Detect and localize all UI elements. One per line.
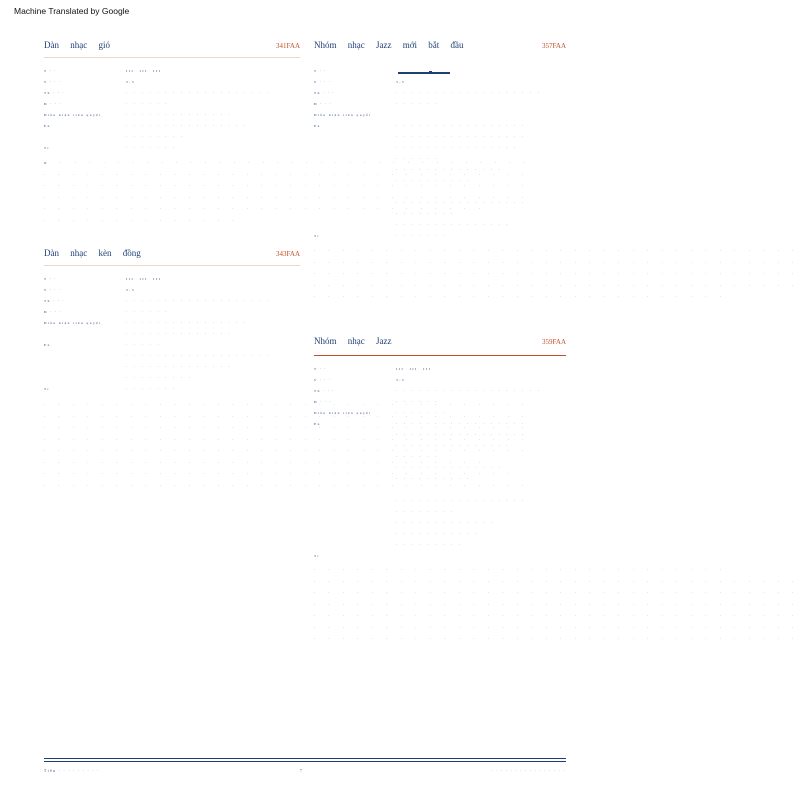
description-line: ∙ ∙ ∙ ∙ ∙ ∙ ∙ ∙ ∙ ∙ ∙ ∙ ∙ ∙ ∙ ∙ ∙ ∙ ∙ ∙ ∙ ∙ ∙ ∙ ∙ ∙ ∙ ∙ ∙ ∙ ∙ ∙ ∙ ∙ bbox=[44, 195, 526, 200]
info-value: ∙ ∙ ∙ ∙ ∙ ∙ bbox=[126, 310, 168, 314]
info-value: ∙ ∙ ∙ ∙ ∙ ∙ ∙ ∙ bbox=[126, 135, 184, 139]
info-value: ∙ ∙ ∙ ∙ ∙ ∙ bbox=[396, 400, 438, 404]
info-value: ∙ ∙ ∙ ∙ ∙ ∙ ∙ ∙ ∙ ∙ ∙ ∙ ∙ ∙ ∙ ∙ ∙ ∙ ∙ bbox=[126, 354, 271, 358]
info-value: ∙ ∙ ∙ ∙ ∙ ∙ ∙ ∙ ∙ bbox=[396, 543, 462, 547]
course-code: 341FAA bbox=[276, 42, 300, 50]
course-header bbox=[44, 40, 300, 60]
info-label: Th ∙ ∙ ∙ bbox=[314, 389, 335, 393]
info-label: Tr bbox=[314, 234, 321, 238]
header-rule bbox=[44, 57, 300, 58]
info-value: ∙ ∙ ∙ ∙ ∙ ∙ ∙ ∙ ∙ ∙ ∙ ∙ ∙ ∙ bbox=[396, 168, 502, 172]
info-value: 3-5 bbox=[396, 378, 406, 382]
info-value: ∙ ∙ ∙ ∙ ∙ ∙ bbox=[396, 455, 438, 459]
course-description bbox=[44, 161, 528, 230]
info-label: Điều kiện tiên quyết bbox=[314, 113, 372, 117]
description-line: ∙ ∙ ∙ ∙ ∙ ∙ ∙ ∙ ∙ ∙ ∙ ∙ ∙ ∙ ∙ ∙ ∙ ∙ ∙ ∙ ∙ ∙ ∙ ∙ ∙ ∙ ∙ ∙ ∙ ∙ ∙ ∙ ∙ ∙ bbox=[314, 625, 796, 630]
info-value: ∙ ∙ ∙ ∙ ∙ ∙ ∙ ∙ ∙ ∙ ∙ ∙ ∙ bbox=[396, 521, 494, 525]
info-value: ∙ ∙ ∙ ∙ ∙ ∙ ∙ ∙ ∙ ∙ ∙ ∙ ∙ ∙ ∙ bbox=[396, 223, 509, 227]
info-value: ∙ ∙ ∙ ∙ ∙ ∙ ∙ ∙ ∙ ∙ ∙ ∙ ∙ ∙ ∙ ∙ bbox=[126, 124, 247, 128]
description-line: ∙ ∙ ∙ ∙ ∙ ∙ ∙ ∙ ∙ ∙ ∙ ∙ ∙ ∙ ∙ ∙ ∙ ∙ ∙ ∙ ∙ ∙ ∙ ∙ ∙ ∙ ∙ ∙ ∙ ∙ ∙ ∙ ∙ ∙ bbox=[314, 591, 796, 595]
info-value: ∙ ∙ ∙ ∙ ∙ ∙ ∙ ∙ ∙ ∙ ∙ ∙ ∙ ∙ bbox=[126, 113, 232, 117]
description-line: ∙ ∙ ∙ ∙ ∙ ∙ ∙ ∙ ∙ ∙ ∙ ∙ ∙ ∙ ∙ ∙ ∙ ∙ ∙ ∙ ∙ ∙ ∙ ∙ ∙ ∙ ∙ ∙ ∙ ∙ ∙ ∙ ∙ ∙ bbox=[44, 483, 526, 488]
course-header bbox=[314, 336, 566, 356]
info-value: ∙ ∙ ∙ ∙ ∙ ∙ ∙ ∙ ∙ ∙ bbox=[396, 477, 470, 481]
footer-rule-top bbox=[44, 758, 566, 759]
info-label: S ∙ ∙ ∙ bbox=[314, 378, 332, 382]
info-label: En bbox=[44, 124, 51, 128]
header-rule bbox=[44, 265, 300, 266]
description-line: N ∙ ∙ ∙ ∙ ∙ ∙ ∙ ∙ ∙ ∙ ∙ ∙ ∙ ∙ ∙ ∙ ∙ ∙ ∙ ∙ ∙ ∙ ∙ ∙ ∙ ∙ ∙ ∙ ∙ ∙ ∙ ∙ ∙ bbox=[44, 161, 528, 165]
course-code: 343FAA bbox=[276, 250, 300, 258]
footer-right-text: ∙ ∙ ∙ ∙ ∙ ∙ ∙ ∙ ∙ ∙ ∙ ∙ ∙ ∙ ∙ ∙ bbox=[491, 769, 566, 773]
info-value: 3-5 bbox=[126, 80, 136, 84]
info-label: Điều kiện tiên quyết bbox=[314, 411, 372, 415]
course-code: 357FAA bbox=[542, 42, 566, 50]
info-value: 3-5 bbox=[126, 288, 136, 292]
header-rule bbox=[314, 355, 566, 356]
course-header bbox=[44, 248, 300, 268]
info-value: ∙ ∙ ∙ ∙ ∙ ∙ ∙ ∙ ∙ ∙ ∙ ∙ ∙ ∙ ∙ ∙ ∙ ∙ ∙ bbox=[126, 299, 271, 303]
info-value: ∙ ∙ ∙ ∙ ∙ ∙ ∙ ∙ ∙ ∙ bbox=[396, 179, 470, 183]
info-value: III III III bbox=[126, 69, 162, 73]
description-line: ∙ ∙ ∙ ∙ ∙ ∙ ∙ ∙ ∙ ∙ ∙ ∙ ∙ ∙ ∙ ∙ ∙ ∙ ∙ ∙ ∙ ∙ ∙ ∙ ∙ ∙ ∙ ∙ ∙ ∙ ∙ ∙ ∙ ∙ bbox=[44, 449, 526, 453]
info-label: Tr bbox=[44, 146, 51, 150]
description-line: ∙ ∙ ∙ ∙ ∙ ∙ ∙ ∙ ∙ ∙ ∙ ∙ ∙ ∙ ∙ ∙ ∙ ∙ ∙ ∙ ∙ ∙ ∙ ∙ ∙ ∙ ∙ ∙ ∙ ∙ ∙ ∙ ∙ ∙ bbox=[44, 426, 526, 430]
info-value: III III III bbox=[126, 277, 162, 281]
course-info bbox=[314, 367, 566, 565]
course-header bbox=[314, 40, 566, 60]
info-value: ∙ ∙ ∙ ∙ ∙ ∙ ∙ bbox=[396, 411, 446, 415]
info-value: ∙ ∙ ∙ ∙ ∙ ∙ ∙ bbox=[396, 234, 446, 238]
info-label: En bbox=[314, 422, 321, 426]
course-info bbox=[314, 69, 566, 245]
course-beginning-jazz-ensemble bbox=[314, 40, 796, 299]
description-line: ∙ ∙ ∙ ∙ ∙ ∙ ∙ ∙ ∙ ∙ ∙ ∙ ∙ ∙ bbox=[44, 218, 236, 223]
info-label: T ∙ ∙ bbox=[44, 277, 57, 281]
description-line: ∙ ∙ ∙ ∙ ∙ ∙ ∙ ∙ ∙ ∙ ∙ ∙ ∙ ∙ ∙ ∙ ∙ ∙ ∙ ∙ ∙ ∙ ∙ ∙ ∙ ∙ ∙ ∙ ∙ ∙ ∙ ∙ ∙ ∙ bbox=[314, 614, 796, 618]
info-value: ∙ ∙ ∙ ∙ ∙ ∙ ∙ ∙ ∙ ∙ ∙ ∙ ∙ ∙ ∙ ∙ ∙ bbox=[396, 499, 525, 503]
info-value: ∙ ∙ ∙ ∙ ∙ ∙ ∙ ∙ ∙ ∙ ∙ ∙ ∙ ∙ bbox=[396, 466, 502, 470]
info-label: Điều kiện tiên quyết bbox=[44, 321, 102, 325]
info-label: Điều kiện tiên quyết bbox=[44, 113, 102, 117]
info-label: Th ∙ ∙ ∙ bbox=[44, 299, 65, 303]
info-value: ∙ ∙ ∙ ∙ ∙ ∙ ∙ ∙ ∙ ∙ ∙ ∙ ∙ ∙ ∙ ∙ ∙ ∙ ∙ bbox=[396, 389, 541, 393]
info-label: S ∙ ∙ ∙ bbox=[44, 80, 62, 84]
info-value: ∙ ∙ ∙ ∙ ∙ ∙ ∙ ∙ ∙ ∙ ∙ ∙ ∙ ∙ ∙ ∙ ∙ ∙ ∙ bbox=[126, 91, 271, 95]
info-label: S ∙ ∙ ∙ bbox=[314, 80, 332, 84]
course-title: Dàn nhạc gió bbox=[44, 40, 110, 50]
course-title: Nhóm nhạc Jazz mới bắt đầu bbox=[314, 40, 464, 50]
description-line: ∙ ∙ ∙ ∙ ∙ ∙ ∙ ∙ ∙ ∙ ∙ ∙ ∙ ∙ ∙ ∙ ∙ ∙ ∙ ∙ ∙ ∙ ∙ ∙ ∙ ∙ ∙ ∙ ∙ ∙ ∙ ∙ ∙ ∙ bbox=[44, 414, 526, 419]
description-line: ∙ ∙ ∙ ∙ ∙ ∙ ∙ ∙ ∙ ∙ ∙ ∙ ∙ ∙ ∙ ∙ ∙ ∙ ∙ ∙ ∙ ∙ ∙ ∙ ∙ ∙ ∙ ∙ ∙ ∙ ∙ ∙ ∙ ∙ bbox=[314, 283, 796, 288]
description-line: ∙ ∙ ∙ ∙ ∙ ∙ ∙ ∙ ∙ ∙ ∙ ∙ ∙ ∙ ∙ ∙ ∙ ∙ ∙ ∙ ∙ ∙ ∙ ∙ ∙ ∙ ∙ ∙ ∙ ∙ ∙ ∙ ∙ bbox=[44, 472, 512, 476]
info-value: ∙ ∙ ∙ ∙ ∙ ∙ ∙ ∙ ∙ ∙ ∙ ∙ ∙ ∙ ∙ ∙ ∙ bbox=[396, 201, 525, 205]
info-value: ∙ ∙ ∙ ∙ ∙ ∙ ∙ ∙ ∙ ∙ ∙ bbox=[396, 532, 478, 536]
info-label: T ∙ ∙ bbox=[44, 69, 57, 73]
info-value: ∙ ∙ ∙ ∙ ∙ ∙ ∙ ∙ ∙ ∙ ∙ ∙ ∙ ∙ bbox=[126, 332, 232, 336]
description-line: ∙ ∙ ∙ ∙ ∙ ∙ ∙ ∙ ∙ ∙ ∙ ∙ ∙ ∙ ∙ ∙ ∙ ∙ ∙ ∙ ∙ ∙ ∙ ∙ ∙ ∙ ∙ ∙ ∙ ∙ ∙ ∙ ∙ ∙ bbox=[314, 637, 796, 641]
description-line: ∙ ∙ ∙ ∙ ∙ ∙ ∙ ∙ ∙ ∙ ∙ ∙ ∙ ∙ ∙ ∙ ∙ ∙ ∙ ∙ ∙ ∙ ∙ ∙ ∙ ∙ ∙ ∙ ∙ ∙ ∙ ∙ ∙ ∙ bbox=[44, 172, 526, 177]
description-line: ∙ ∙ ∙ ∙ ∙ ∙ ∙ ∙ ∙ ∙ ∙ ∙ ∙ ∙ ∙ ∙ ∙ ∙ ∙ ∙ ∙ ∙ ∙ ∙ ∙ ∙ ∙ ∙ ∙ bbox=[314, 295, 724, 299]
description-line: ∙ ∙ ∙ ∙ ∙ ∙ ∙ ∙ ∙ ∙ ∙ ∙ ∙ ∙ ∙ ∙ ∙ ∙ ∙ ∙ ∙ ∙ ∙ ∙ ∙ ∙ ∙ ∙ ∙ ∙ ∙ ∙ ∙ ∙ bbox=[314, 260, 796, 265]
info-label: T ∙ ∙ bbox=[314, 69, 327, 73]
info-value: ∙ ∙ ∙ ∙ ∙ ∙ ∙ bbox=[126, 387, 176, 391]
info-value: ∙ ∙ ∙ ∙ ∙ ∙ bbox=[396, 157, 438, 161]
info-value: ∙ ∙ ∙ ∙ ∙ ∙ bbox=[396, 102, 438, 106]
info-value: ∙ ∙ ∙ ∙ ∙ ∙ ∙ ∙ ∙ ∙ ∙ ∙ ∙ ∙ ∙ ∙ ∙ bbox=[396, 422, 525, 426]
description-line: ∙ ∙ ∙ ∙ ∙ ∙ ∙ ∙ ∙ ∙ ∙ ∙ ∙ ∙ ∙ ∙ ∙ ∙ ∙ ∙ ∙ ∙ ∙ ∙ ∙ ∙ ∙ ∙ ∙ ∙ ∙ ∙ ∙ ∙ bbox=[314, 272, 796, 276]
info-label: Tr bbox=[44, 387, 51, 391]
info-value: III III III bbox=[396, 367, 432, 371]
info-value: ∙ ∙ ∙ ∙ ∙ ∙ ∙ ∙ bbox=[396, 510, 454, 514]
description-line: ∙ ∙ ∙ ∙ ∙ ∙ ∙ ∙ ∙ ∙ ∙ ∙ ∙ ∙ ∙ ∙ ∙ ∙ ∙ ∙ ∙ ∙ ∙ ∙ ∙ ∙ ∙ ∙ ∙ ∙ ∙ bbox=[44, 460, 483, 465]
description-line: ∙ ∙ ∙ ∙ ∙ ∙ ∙ ∙ ∙ ∙ ∙ ∙ ∙ ∙ ∙ ∙ ∙ ∙ ∙ ∙ ∙ ∙ ∙ ∙ ∙ ∙ ∙ ∙ ∙ ∙ ∙ bbox=[44, 207, 483, 211]
footer-left-text: Tiêu ∙ ∙ ∙ ∙ ∙ ∙ ∙ ∙ ∙ bbox=[44, 769, 100, 773]
info-label: Th ∙ ∙ ∙ bbox=[44, 91, 65, 95]
description-line: ∙ ∙ ∙ ∙ ∙ ∙ ∙ ∙ ∙ ∙ ∙ ∙ ∙ ∙ ∙ ∙ ∙ ∙ ∙ ∙ ∙ ∙ ∙ ∙ ∙ ∙ ∙ ∙ ∙ ∙ ∙ ∙ ∙ ∙ bbox=[44, 403, 526, 407]
info-value: ∙ ∙ ∙ ∙ ∙ ∙ ∙ ∙ ∙ ∙ ∙ ∙ ∙ ∙ ∙ ∙ ∙ bbox=[396, 135, 525, 139]
info-value: ∙ ∙ ∙ ∙ ∙ ∙ ∙ ∙ ∙ ∙ ∙ ∙ ∙ ∙ ∙ ∙ ∙ bbox=[396, 124, 525, 128]
page-footer bbox=[44, 758, 566, 788]
info-value: ∙ ∙ ∙ ∙ ∙ ∙ ∙ ∙ ∙ ∙ ∙ ∙ ∙ ∙ bbox=[126, 365, 232, 369]
info-value: 3-5 bbox=[396, 80, 406, 84]
course-info bbox=[44, 69, 300, 165]
description-line: ∙ ∙ ∙ ∙ ∙ ∙ ∙ ∙ ∙ ∙ ∙ ∙ ∙ ∙ ∙ ∙ ∙ ∙ ∙ ∙ ∙ ∙ ∙ ∙ ∙ ∙ ∙ ∙ ∙ ∙ ∙ ∙ ∙ ∙ bbox=[314, 602, 796, 607]
info-value: ∙ ∙ ∙ ∙ ∙ ∙ ∙ ∙ ∙ ∙ ∙ ∙ ∙ ∙ ∙ ∙ ∙ ∙ ∙ bbox=[396, 91, 541, 95]
course-title: Dàn nhạc kèn đồng bbox=[44, 248, 141, 258]
description-line: ∙ ∙ ∙ ∙ ∙ ∙ ∙ ∙ ∙ ∙ ∙ ∙ ∙ ∙ ∙ ∙ ∙ ∙ ∙ ∙ ∙ ∙ ∙ ∙ ∙ ∙ ∙ ∙ ∙ ∙ ∙ ∙ ∙ ∙ bbox=[314, 249, 796, 253]
description-line: ∙ ∙ ∙ ∙ ∙ ∙ ∙ ∙ ∙ ∙ ∙ ∙ ∙ ∙ ∙ ∙ ∙ ∙ ∙ ∙ ∙ ∙ ∙ ∙ ∙ ∙ ∙ ∙ ∙ ∙ ∙ ∙ ∙ ∙ bbox=[314, 579, 796, 584]
info-value: ∙ ∙ ∙ ∙ ∙ ∙ ∙ ∙ ∙ ∙ ∙ ∙ ∙ ∙ ∙ ∙ ∙ bbox=[396, 433, 525, 437]
info-value: ∙ ∙ ∙ ∙ ∙ bbox=[126, 343, 161, 347]
info-label: Đ ∙ ∙ ∙ bbox=[44, 102, 63, 106]
info-label: T ∙ ∙ bbox=[314, 367, 327, 371]
description-line: ∙ ∙ ∙ ∙ ∙ ∙ ∙ ∙ ∙ ∙ ∙ ∙ ∙ ∙ ∙ ∙ ∙ ∙ ∙ ∙ ∙ ∙ ∙ ∙ ∙ ∙ ∙ ∙ ∙ ∙ ∙ ∙ ∙ ∙ bbox=[44, 184, 526, 188]
info-value: ∙ ∙ ∙ ∙ ∙ ∙ bbox=[126, 102, 168, 106]
page-number: 7 bbox=[300, 769, 304, 773]
course-title: Nhóm nhạc Jazz bbox=[314, 336, 392, 346]
info-label: Th ∙ ∙ ∙ bbox=[314, 91, 335, 95]
description-line: ∙ ∙ ∙ ∙ ∙ ∙ ∙ ∙ ∙ ∙ ∙ ∙ ∙ ∙ ∙ ∙ ∙ ∙ ∙ ∙ ∙ ∙ ∙ ∙ ∙ ∙ ∙ ∙ ∙ bbox=[314, 568, 724, 572]
info-label: Đ ∙ ∙ ∙ bbox=[314, 102, 333, 106]
info-label: Đ ∙ ∙ ∙ bbox=[314, 400, 333, 404]
info-value: ∙ ∙ ∙ ∙ ∙ ∙ ∙ ∙ ∙ bbox=[126, 376, 192, 380]
course-description bbox=[314, 568, 796, 649]
info-value: ∙ ∙ ∙ ∙ ∙ ∙ ∙ ∙ ∙ ∙ ∙ ∙ ∙ ∙ ∙ ∙ bbox=[396, 146, 517, 150]
course-code: 359FAA bbox=[542, 338, 566, 346]
info-value: ∙ ∙ ∙ ∙ ∙ ∙ ∙ ∙ ∙ ∙ ∙ ∙ ∙ ∙ ∙ bbox=[396, 444, 509, 448]
course-description bbox=[314, 249, 796, 307]
info-label: En bbox=[314, 124, 321, 128]
description-line: ∙ ∙ ∙ ∙ ∙ ∙ ∙ ∙ ∙ ∙ ∙ ∙ ∙ ∙ ∙ ∙ ∙ ∙ ∙ ∙ ∙ ∙ ∙ ∙ ∙ ∙ ∙ ∙ ∙ ∙ ∙ ∙ ∙ ∙ bbox=[44, 437, 526, 442]
info-label: En bbox=[44, 343, 51, 347]
info-label: Tr bbox=[314, 554, 321, 558]
machine-translation-banner: Machine Translated by Google bbox=[14, 6, 130, 16]
info-value: ∙ ∙ ∙ ∙ ∙ ∙ ∙ ∙ bbox=[396, 212, 454, 216]
info-label: Đ ∙ ∙ ∙ bbox=[44, 310, 63, 314]
footer-rule-bottom bbox=[44, 761, 566, 762]
course-jazz-ensemble bbox=[314, 336, 796, 641]
info-value: ∙ ∙ ∙ ∙ ∙ ∙ ∙ bbox=[126, 146, 176, 150]
course-info bbox=[44, 277, 300, 403]
info-label: S ∙ ∙ ∙ bbox=[44, 288, 62, 292]
info-value: ∙ ∙ ∙ ∙ ∙ ∙ ∙ ∙ ∙ ∙ ∙ ∙ ∙ ∙ ∙ ∙ bbox=[126, 321, 247, 325]
